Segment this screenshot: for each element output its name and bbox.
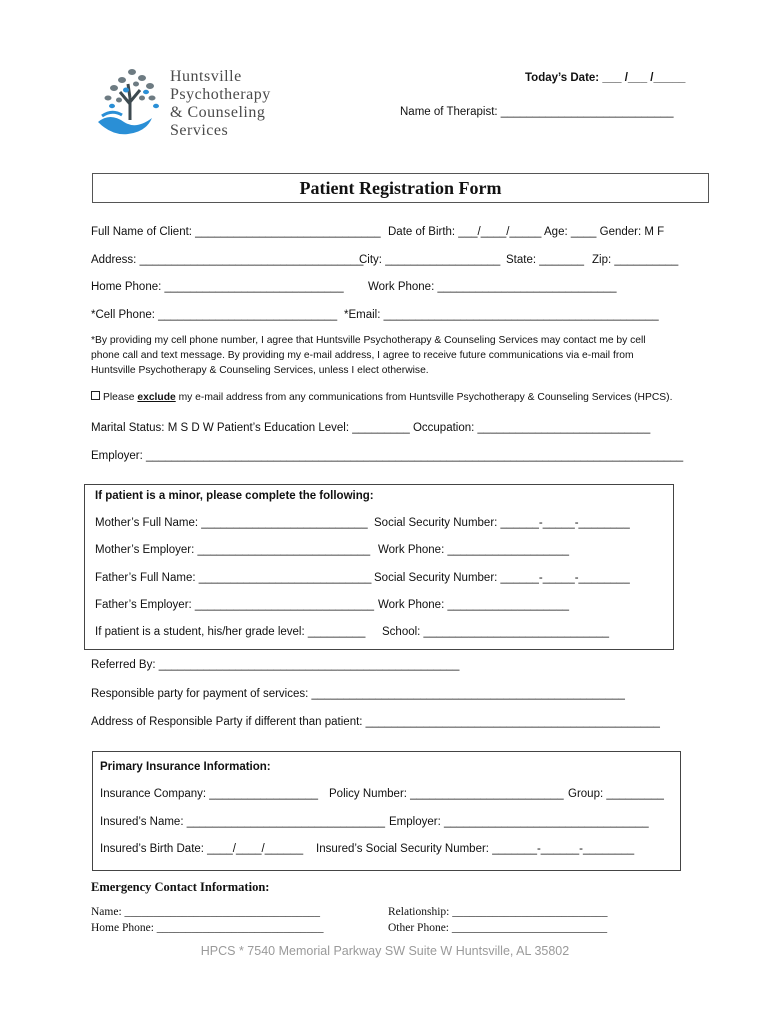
- responsible-address-field[interactable]: Address of Responsible Party if different than patient: ______________________________________________: [91, 716, 660, 728]
- city-field[interactable]: City: __________________: [359, 254, 501, 266]
- minor-heading: If patient is a minor, please complete the following:: [95, 490, 374, 502]
- dob-age-gender-field[interactable]: Date of Birth: ___/____/_____ Age: ____ Gender: M F: [388, 226, 665, 238]
- org-name-line: Psychotherapy: [170, 86, 271, 103]
- org-name-line: & Counseling: [170, 104, 266, 121]
- father-ssn-field[interactable]: Social Security Number: ______-_____-________: [374, 572, 630, 584]
- therapist-name-field[interactable]: Name of Therapist: ___________________________: [400, 106, 674, 118]
- page-title: Patient Registration Form: [299, 178, 502, 198]
- emergency-home-phone-field[interactable]: Home Phone: _____________________________: [91, 922, 324, 934]
- mother-work-phone-field[interactable]: Work Phone: ___________________: [378, 544, 569, 556]
- cell-phone-field[interactable]: *Cell Phone: ____________________________: [91, 309, 338, 321]
- home-phone-field[interactable]: Home Phone: ____________________________: [91, 281, 344, 293]
- email-field[interactable]: *Email: ___________________________________________: [344, 309, 659, 321]
- work-phone-field[interactable]: Work Phone: ____________________________: [368, 281, 617, 293]
- group-field[interactable]: Group: _________: [568, 788, 664, 800]
- insurance-company-field[interactable]: Insurance Company: _________________: [100, 788, 319, 800]
- title-box: [92, 173, 709, 203]
- exclude-word: exclude: [137, 392, 176, 403]
- insured-ssn-field[interactable]: Insured’s Social Security Number: _______-______-________: [316, 843, 635, 855]
- todays-date-field[interactable]: Today’s Date: ___ /___ /_____: [525, 72, 686, 84]
- employer-field[interactable]: Employer: ____________________________________________________________________________________: [91, 450, 684, 462]
- referred-by-field[interactable]: Referred By: _______________________________________________: [91, 659, 460, 671]
- exclude-suffix: my e-mail address from any communications from Huntsville Psychotherapy & Counseling Services (HPCS).: [175, 392, 673, 403]
- father-employer-field[interactable]: Father’s Employer: ____________________________: [95, 599, 374, 611]
- state-field[interactable]: State: _______: [506, 254, 585, 266]
- marital-education-occupation-field[interactable]: Marital Status: M S D W Patient’s Education Level: _________ Occupation: ___________________________: [91, 422, 651, 434]
- mother-name-field[interactable]: Mother’s Full Name: __________________________: [95, 517, 368, 529]
- responsible-party-field[interactable]: Responsible party for payment of services: _________________________________________________: [91, 688, 625, 700]
- consent-text: phone call and text message. By providing my e-mail address, I agree to receive future communications via e-mail from: [91, 350, 634, 361]
- mother-ssn-field[interactable]: Social Security Number: ______-_____-________: [374, 517, 630, 529]
- insured-employer-field[interactable]: Employer: ________________________________: [389, 816, 649, 828]
- insured-name-field[interactable]: Insured’s Name: _______________________________: [100, 816, 385, 828]
- address-field[interactable]: Address: ___________________________________: [91, 254, 364, 266]
- tree-hand-icon: [92, 62, 167, 137]
- insured-dob-field[interactable]: Insured’s Birth Date: ____/____/______: [100, 843, 304, 855]
- mother-employer-field[interactable]: Mother’s Employer: ___________________________: [95, 544, 371, 556]
- consent-text: Huntsville Psychotherapy & Counseling Services, unless I elect otherwise.: [91, 365, 429, 376]
- insurance-heading: Primary Insurance Information:: [100, 761, 271, 773]
- father-work-phone-field[interactable]: Work Phone: ___________________: [378, 599, 569, 611]
- org-name: [170, 68, 271, 140]
- footer-address: HPCS * 7540 Memorial Parkway SW Suite W Huntsville, AL 35802: [200, 944, 570, 958]
- emergency-other-phone-field[interactable]: Other Phone: ___________________________: [388, 922, 608, 934]
- org-logo: [92, 62, 167, 137]
- email-exclude-option[interactable]: [91, 391, 672, 403]
- zip-field[interactable]: Zip: __________: [592, 254, 679, 266]
- school-field[interactable]: School: _____________________________: [382, 626, 610, 638]
- grade-level-field[interactable]: If patient is a student, his/her grade level: _________: [95, 626, 366, 638]
- emergency-heading: Emergency Contact Information:: [91, 880, 270, 894]
- org-name-line: Services: [170, 122, 229, 139]
- father-name-field[interactable]: Father’s Full Name: ___________________________: [95, 572, 372, 584]
- org-name-line: Huntsville: [170, 68, 242, 85]
- exclude-prefix: Please: [103, 392, 138, 403]
- consent-text: *By providing my cell phone number, I agree that Huntsville Psychotherapy & Counseling Services may contact me by cell: [91, 335, 646, 346]
- emergency-name-field[interactable]: Name: __________________________________: [91, 906, 321, 918]
- exclude-email-checkbox[interactable]: [91, 391, 100, 400]
- emergency-relationship-field[interactable]: Relationship: ___________________________: [388, 906, 608, 918]
- client-name-field[interactable]: Full Name of Client: _____________________________: [91, 226, 381, 238]
- policy-number-field[interactable]: Policy Number: ________________________: [329, 788, 564, 800]
